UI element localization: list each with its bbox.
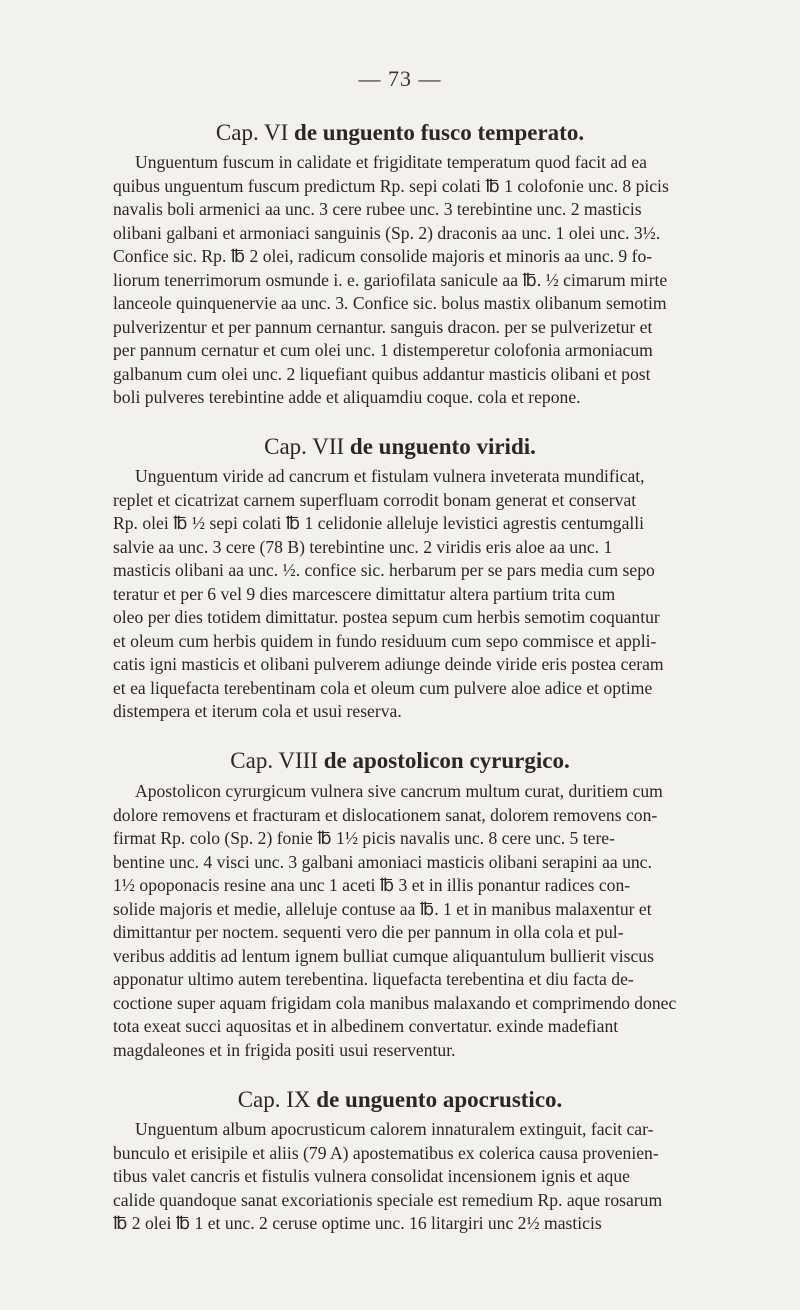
chapter-heading-9 xyxy=(90,1085,710,1115)
chapter-text-9 xyxy=(113,1118,718,1236)
text-line: Unguentum viride ad cancrum et fistulam vulnera inveterata mundificat, xyxy=(135,466,645,486)
chapter-label: Cap. IX xyxy=(237,1087,311,1112)
text-line: solide majoris et medie, alleluje contuse aa ℔. 1 et in manibus malaxentur et xyxy=(113,898,652,919)
chapter-label: Cap. VI xyxy=(215,120,289,145)
text-line: distempera et iterum cola et usui reserva. xyxy=(113,701,402,721)
text-line: bunculo et erisipile et aliis (79 A) apostematibus ex colerica causa provenien- xyxy=(113,1142,659,1163)
chapter-label: Cap. VII xyxy=(264,434,345,459)
text-line: 1½ opoponacis resine ana unc 1 aceti ℔ 3 et in illis ponantur radices con- xyxy=(113,875,631,895)
text-line: veribus additis ad lentum ignem bulliat cumque aliquantulum bullierit viscus xyxy=(113,945,654,966)
text-line: masticis olibani aa unc. ½. confice sic. herbarum per se pars media cum sepo xyxy=(113,560,655,580)
text-line: pulverizentur et per pannum cernantur. sanguis dracon. per se pulverizetur et xyxy=(113,316,653,337)
chapter-title: de unguento viridi. xyxy=(349,434,536,459)
text-line: quibus unguentum fuscum predictum Rp. sepi colati ℔ 1 colofonie unc. 8 picis xyxy=(113,175,669,196)
text-line: dimittantur per noctem. sequenti vero die per pannum in olla cola et pul- xyxy=(113,922,624,942)
text-line: tota exeat succi aquositas et in albedinem convertatur. exinde madefiant xyxy=(113,1016,619,1036)
text-line: firmat Rp. colo (Sp. 2) fonie ℔ 1½ picis navalis unc. 8 cere unc. 5 tere- xyxy=(113,828,615,848)
text-line: calide quandoque sanat excoriationis speciale est remedium Rp. aque rosarum xyxy=(113,1189,663,1210)
chapter-title: de unguento apocrustico. xyxy=(316,1087,563,1112)
text-line: ℔ 2 olei ℔ 1 et unc. 2 ceruse optime unc. 16 litargiri unc 2½ masticis xyxy=(113,1213,602,1233)
chapter-title: de unguento fusco temperato. xyxy=(294,120,585,145)
chapter-text-7 xyxy=(113,465,718,724)
text-line: lanceole quinquenervie aa unc. 3. Confice sic. bolus mastix olibanum semotim xyxy=(113,293,667,313)
text-line: teratur et per 6 vel 9 dies marcescere dimittatur altera partium trita cum xyxy=(113,583,616,604)
chapter-text-6 xyxy=(113,151,718,410)
text-line: magdaleones et in frigida positi usui reserventur. xyxy=(113,1039,456,1060)
text-line: Rp. olei ℔ ½ sepi colati ℔ 1 celidonie alleluje levistici agrestis centumgalli xyxy=(113,513,645,533)
chapter-heading-6 xyxy=(90,118,710,148)
text-line: catis igni masticis et olibani pulverem adiunge deinde viride eris postea ceram xyxy=(113,654,664,674)
chapter-heading-7 xyxy=(90,432,710,462)
chapter-title: de apostolicon cyrurgico. xyxy=(323,748,570,773)
text-line: replet et cicatrizat carnem superfluam corrodit bonam generat et conservat xyxy=(113,489,637,510)
text-line: oleo per dies totidem dimittatur. postea sepum cum herbis semotim coquantur xyxy=(113,607,660,627)
text-line: per pannum cernatur et cum olei unc. 1 distemperetur colofonia armoniacum xyxy=(113,340,653,360)
text-line: galbanum cum olei unc. 2 liquefiant quibus addantur masticis olibani et post xyxy=(113,363,651,384)
text-line: Confice sic. Rp. ℔ 2 olei, radicum consolide majoris et minoris aa unc. 9 fo- xyxy=(113,246,653,266)
text-line: tibus valet cancris et fistulis vulnera consolidat incensionem ignis et aque xyxy=(113,1166,630,1186)
text-line: Unguentum fuscum in calidate et frigiditate temperatum quod facit ad ea xyxy=(135,152,647,172)
chapter-label: Cap. VIII xyxy=(230,748,319,773)
text-line: bentine unc. 4 visci unc. 3 galbani amoniaci masticis olibani serapini aa unc. xyxy=(113,851,652,872)
chapter-text-8 xyxy=(113,780,718,1062)
text-line: Apostolicon cyrurgicum vulnera sive cancrum multum curat, duritiem cum xyxy=(135,781,663,801)
text-line: apponatur ultimo autem terebentina. liquefacta terebentina et diu facta de- xyxy=(113,969,634,989)
chapter-heading-8 xyxy=(90,746,710,776)
text-line: navalis boli armenici aa unc. 3 cere rubee unc. 3 terebintine unc. 2 masticis xyxy=(113,199,642,219)
text-line: et ea liquefacta terebentinam cola et oleum cum pulvere aloe adice et optime xyxy=(113,677,653,698)
text-line: et oleum cum herbis quidem in fundo residuum cum sepo commisce et appli- xyxy=(113,630,657,651)
text-line: salvie aa unc. 3 cere (78 B) terebintine unc. 2 viridis eris aloe aa unc. 1 xyxy=(113,536,613,557)
text-line: boli pulveres terebintine adde et aliquamdiu coque. cola et repone. xyxy=(113,387,581,407)
page-number: — 73 — xyxy=(358,66,442,91)
text-line: Unguentum album apocrusticum calorem innaturalem extinguit, facit car- xyxy=(135,1119,654,1139)
text-line: liorum tenerrimorum osmunde i. e. gariofilata sanicule aa ℔. ½ cimarum mirte xyxy=(113,269,668,290)
text-line: coctione super aquam frigidam cola manibus malaxando et comprimendo donec xyxy=(113,992,677,1013)
text-line: dolore removens et fracturam et dislocationem sanat, dolorem removens con- xyxy=(113,804,658,825)
text-line: olibani galbani et armoniaci sanguinis (Sp. 2) draconis aa unc. 1 olei unc. 3½. xyxy=(113,222,661,243)
